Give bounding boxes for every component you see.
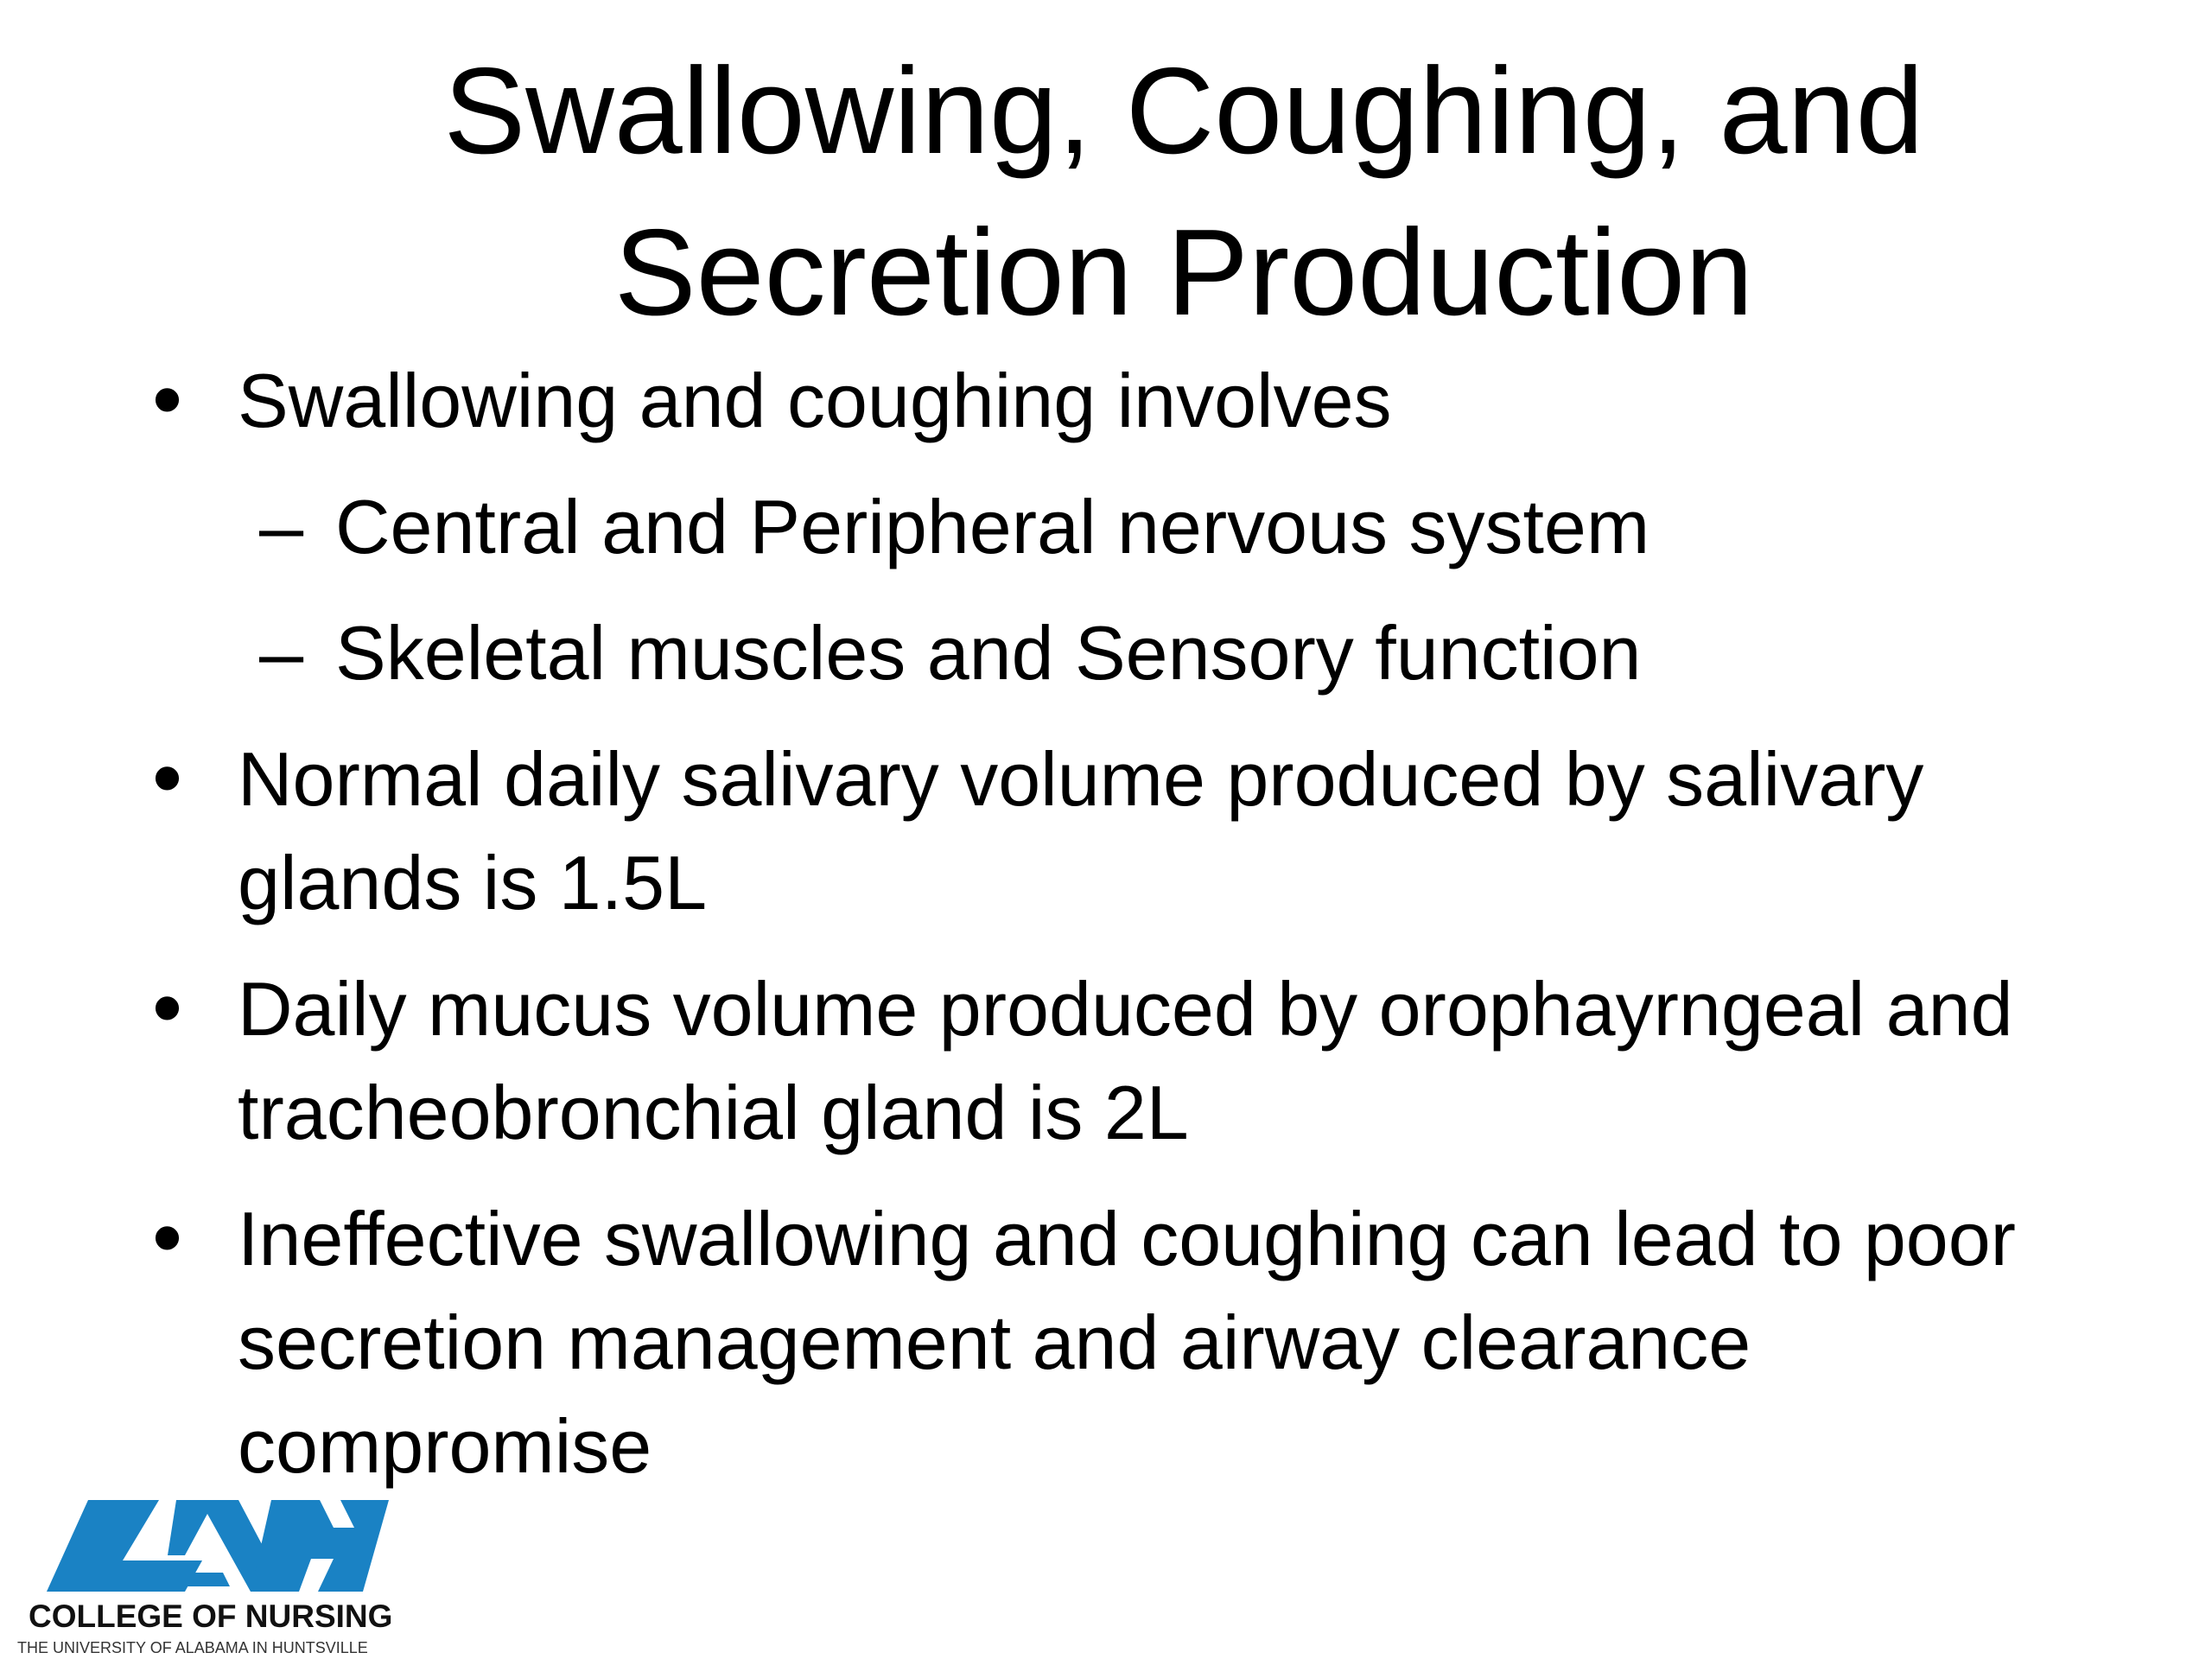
bullet-2-line-1: Normal daily salivary volume produced by salivary [238,736,1924,822]
logo-university-name: THE UNIVERSITY OF ALABAMA IN HUNTSVILLE [17,1639,368,1656]
bullet-3-line-2: tracheobronchial gland is 2L [238,1070,1189,1155]
slide-title-line-2: Secretion Production [613,204,1754,341]
slide-title-line-1: Swallowing, Coughing, and [443,42,1924,180]
bullet-4-line-1: Ineffective swallowing and coughing can lead to poor [238,1196,2016,1281]
bullet-4-line-3: compromise [238,1403,652,1489]
bullet-4-line-2: secretion management and airway clearance [238,1300,1751,1385]
dash-marker: – [259,483,304,571]
bullet-3-line-1: Daily mucus volume produced by orophayrngeal and [238,966,2013,1052]
bullet-1-subitem-2: Skeletal muscles and Sensory function [335,610,1642,696]
bullet-1-text: Swallowing and coughing involves [238,358,1392,443]
logo-college-name: COLLEGE OF NURSING [29,1599,393,1634]
bullet-2-line-2: glands is 1.5L [238,840,708,925]
bullet-marker: • [152,959,183,1056]
bullet-marker: • [152,351,183,448]
bullet-marker: • [152,1189,183,1286]
bullet-marker: • [152,729,183,826]
bullet-1-subitem-1: Central and Peripheral nervous system [335,484,1650,569]
dash-marker: – [259,609,304,697]
